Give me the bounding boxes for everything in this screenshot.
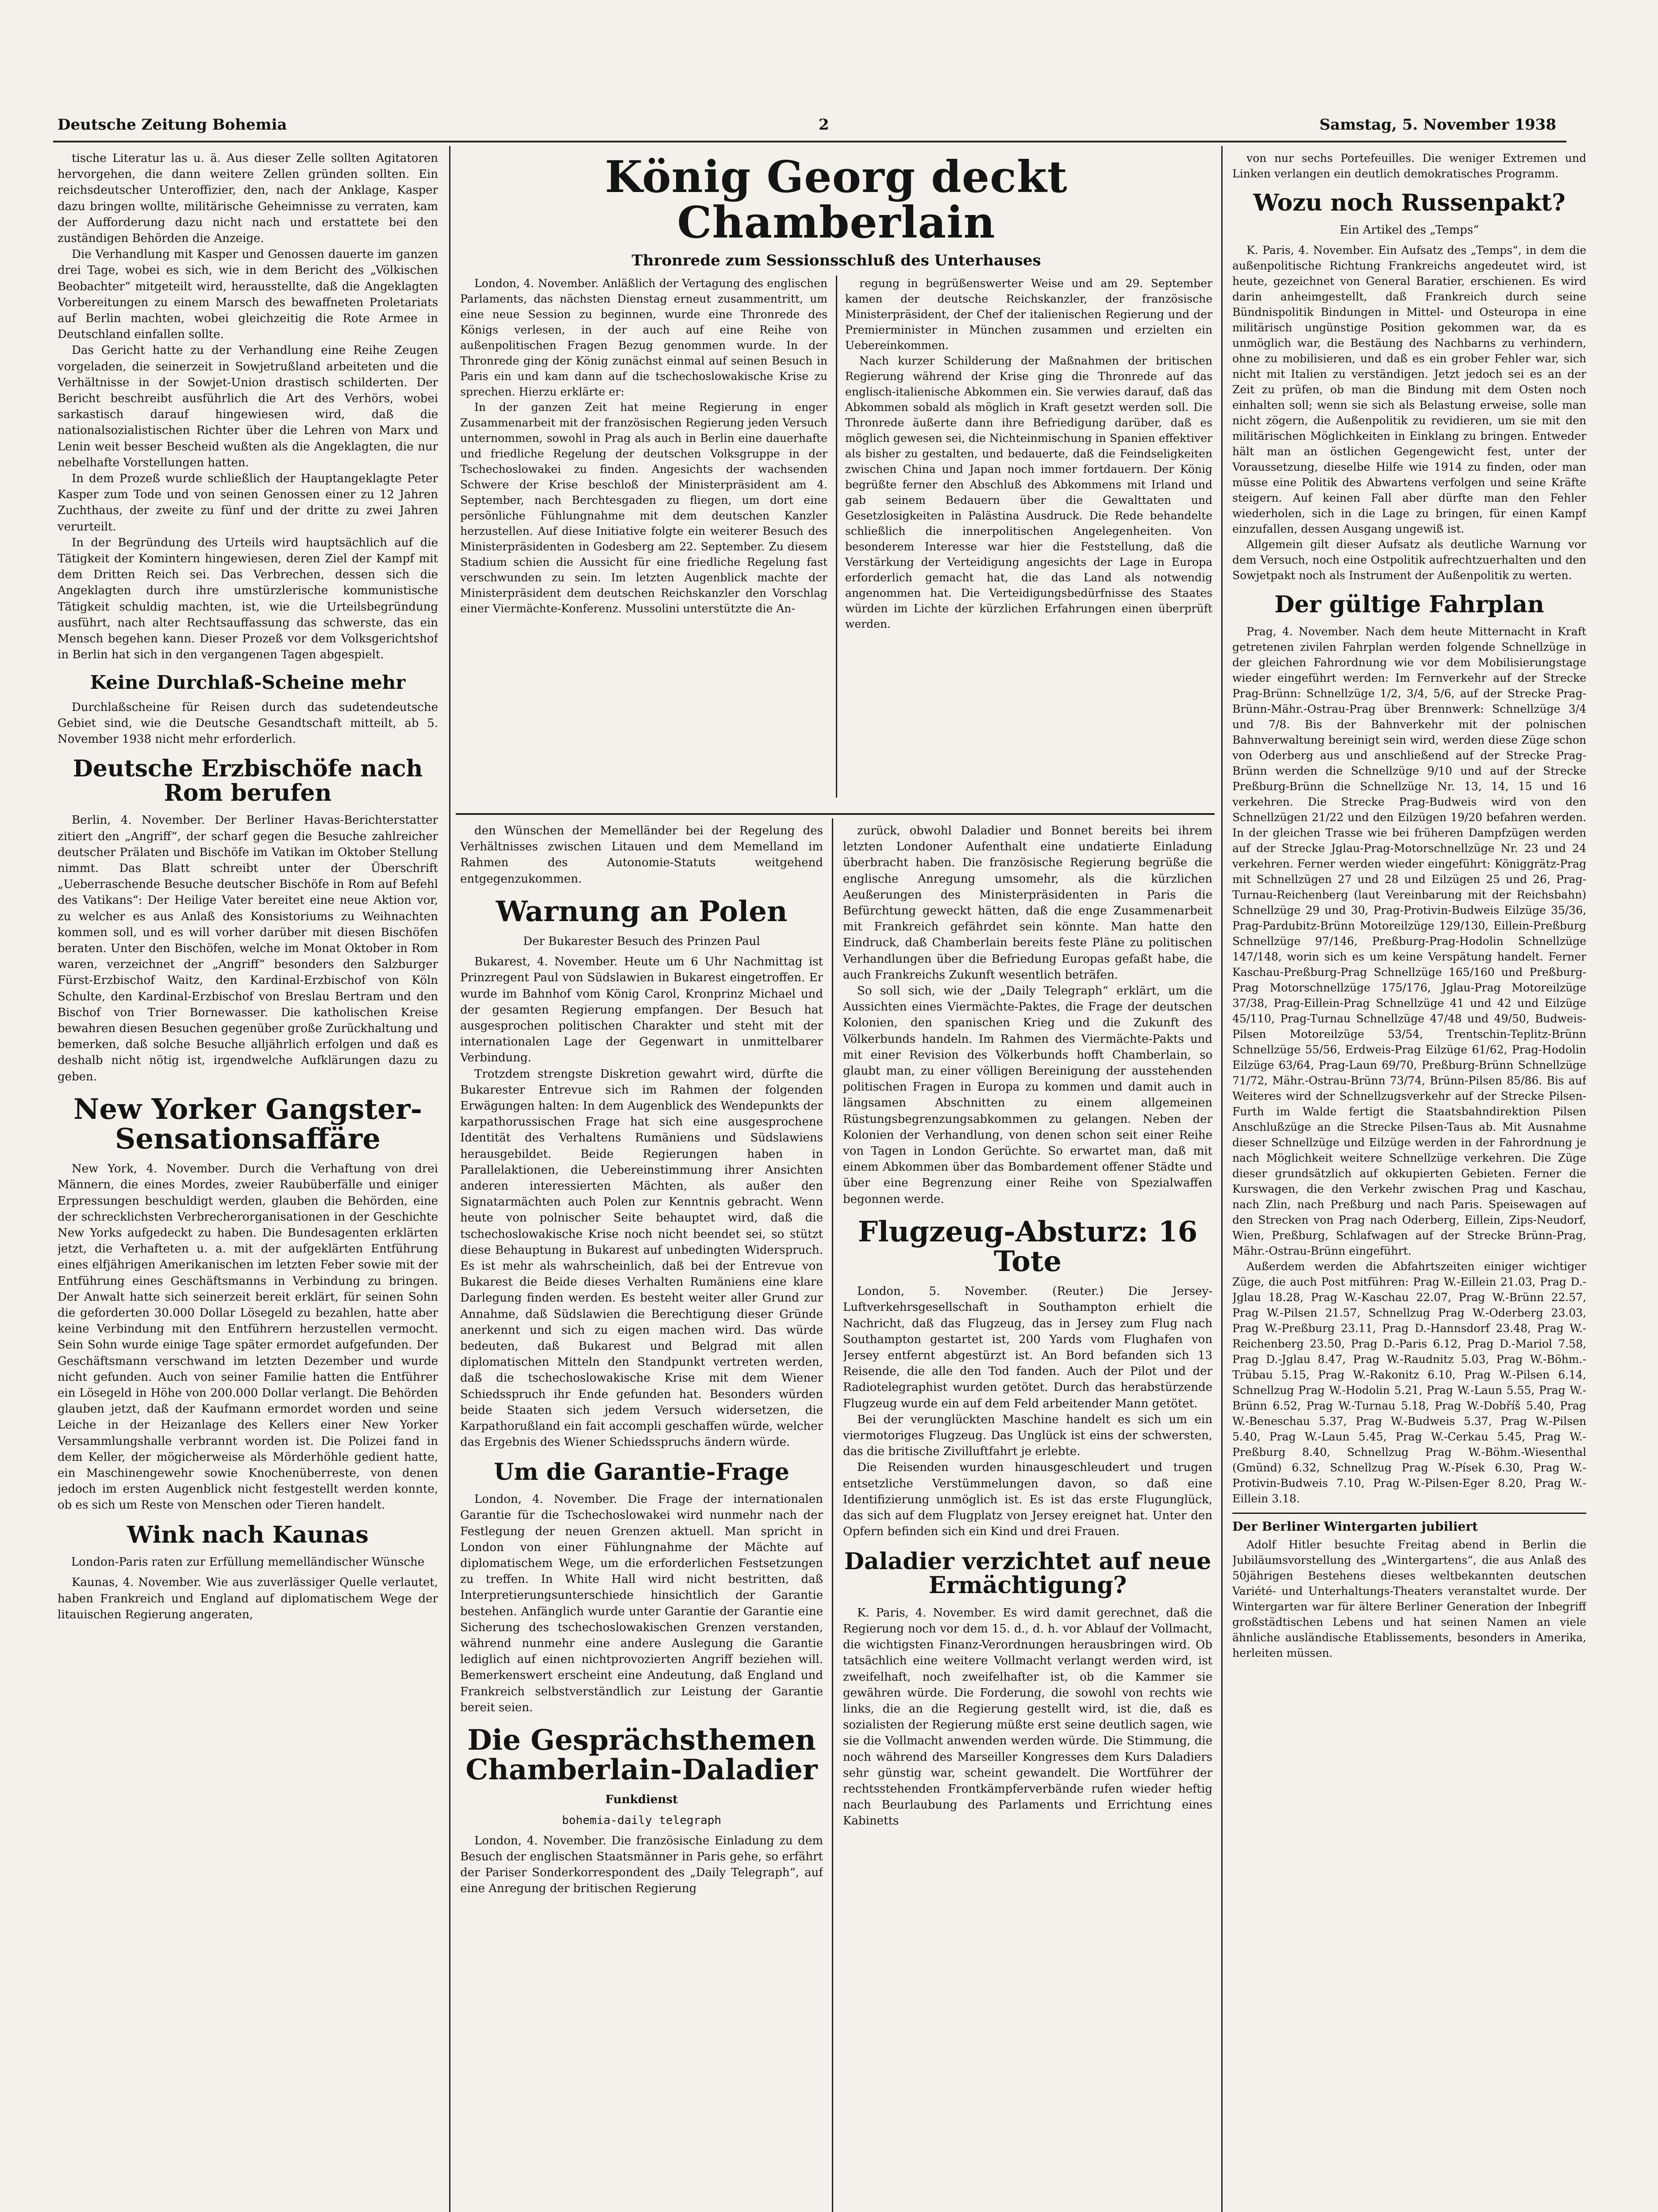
top-story-rule <box>456 813 1215 815</box>
article-paragraph: Kaunas, 4. November. Wie aus zuverlässiger Quelle verlautet, haben Frankreich und England auf diplomatischem Wege der litauischen Regierung angeraten, <box>58 1576 438 1621</box>
headline-russenpakt: Wozu noch Russenpakt? <box>1253 189 1566 216</box>
article-paragraph: Adolf Hitler besuchte Freitag abend in Berlin die Jubiläumsvorstellung des „Wintergartens“, die aus Anlaß des 50jährigen Bestehens dieses weltbekannten deutschen Variété- und Unterhaltungs-Theaters veranstaltet wurde. Der Wintergarten war für ältere Berliner Generation der Inbegriff großstädtischen Lebens und hat seinen Namen an viele ähnliche ausländische Etablissements, besonders in Amerika, herleiten müssen. <box>1232 1538 1586 1659</box>
headline-fahrplan: Der gültige Fahrplan <box>1274 591 1544 618</box>
article-paragraph: regung in begrüßenswerter Weise und am 29. September kamen der deutsche Reichskanzler, der französische Ministerpräsident, der Chef der italienischen Regierung und der Premierminister in München zusammen und erzielten ein Uebereinkommen. <box>845 276 1212 352</box>
column-rule-2 <box>832 818 833 2212</box>
column-4 <box>1232 150 1586 2212</box>
article-paragraph: London, 5. November. (Reuter.) Die Jersey-Luftverkehrsgesellschaft in Southampton erhielt die Nachricht, daß das Flugzeug, das in Jersey zum Flug nach Southampton gestartet ist, 200 Yards vom Flughafen von Jersey entfernt abgestürzt ist. An Bord befanden sich 13 Reisende, die alle den Tod fanden. Auch der Pilot und der Radiotelegraphist wurden getötet. Durch das herabstürzende Flugzeug wurde ein auf dem Feld arbeitender Mann getötet. <box>843 1285 1212 1410</box>
masthead-date: Samstag, 5. November 1938 <box>1319 116 1556 134</box>
top-story <box>460 150 1212 810</box>
article-paragraph: Außerdem werden die Abfahrtszeiten einiger wichtiger Züge, die auch Post mitführen: Prag W.-Eillein 21.03, Prag D.-Jglau 18.28, Prag W.-Kaschau 22.07, Prag W.-Brünn 22.57, Prag W.-Pilsen 21.57, Schnellzug Prag W.-Oderberg 23.03, Prag W.-Preßburg 23.11, Prag D.-Hannsdorf 23.48, Prag W.-Reichenberg 23.50, Prag D.-Paris 6.12, Prag D.-Mariol 7.58, Prag D.-Jglau 8.47, Prag W.-Raudnitz 5.03, Prag W.-Böhm.-Trübau 5.15, Prag W.-Rakonitz 6.10, Prag W.-Pilsen 6.14, Schnellzug Prag W.-Hodolin 5.21, Prag W.-Laun 5.55, Prag W.-Brünn 6.52, Prag W.-Turnau 5.18, Prag W.-Dobříš 5.40, Prag W.-Beneschau 5.37, Prag W.-Budweis 5.37, Prag W.-Pilsen 5.40, Prag W.-Laun 5.45, Prag W.-Cerkau 5.45, Prag W.-Preßburg 8.40, Schnellzug Prag W.-Böhm.-Wiesenthal (Gmünd) 6.32, Schnellzug Prag W.-Písek 6.30, Prag W.-Protivin-Budweis 7.10, Prag W.-Pilsen-Eger 8.20, Prag W.-Eillein 3.18. <box>1232 1260 1586 1505</box>
headline-erzbischoefe: Deutsche Erzbischöfe nach Rom berufen <box>73 755 423 806</box>
article-paragraph: K. Paris, 4. November. Ein Aufsatz des „Temps“, in dem die außenpolitische Richtung Frankreichs angedeutet wird, ist heute, gezeichnet von General Baratier, erschienen. Es wird darin anheimgestellt, daß Frankreich durch seine Bündnispolitik Bindungen in Mittel- und Osteuropa in eine militärisch ungünstige Position gekommen war, da es unmöglich war, die Bestäung des Nachbarns zu verhindern, ohne zu mobilisieren, und daß es ein grober Fehler war, sich nicht mit Italien zu verständigen. Jetzt jedoch sei es an der Zeit zu prüfen, ob man die Bindung mit dem Osten noch einhalten soll; wenn sie sich als Belastung erweise, solle man nicht zögern, die Außenpolitik zu revidieren, um sie mit den militärischen Möglichkeiten in Einklang zu bringen. Entweder hält man an östlichen Gegengewicht fest, unter der Voraussetzung, dieselbe Hilfe wie 1914 zu finden, oder man müsse eine Politik des Abwartens verfolgen und seine Kräfte steigern. Auf keinen Fall aber dürfte man den Fehler wiederholen, sich in die Lage zu bringen, für einen Kampf einzufallen, dessen Ausgang ungewiß ist. <box>1232 243 1586 535</box>
column-1 <box>58 150 438 2212</box>
article-paragraph: Das Gericht hatte zu der Verhandlung eine Reihe Zeugen vorgeladen, die seinerzeit in Sowjetrußland arbeiteten und die Verhältnisse in der Sowjet-Union drastisch schilderten. Der Bericht beschreibt ausführlich die Art des Verhörs, wobei sarkastisch darauf hingewiesen wird, daß die nationalsozialistischen Richter über die Lehren von Marx und Lenin weit besser Bescheid wußten als die Angeklagten, die nur nebelhafte Vorstellungen hatten. <box>58 344 438 469</box>
article-paragraph: Die Reisenden wurden hinausgeschleudert und trugen entsetzliche Verstümmelungen davon, so daß eine Identifizierung unmöglich ist. Es ist das erste Flugunglück, das sich auf dem Flugplatz von Jersey ereignet hat. Unter den Opfern befinden sich ein Kind und drei Frauen. <box>843 1461 1212 1539</box>
kicker-telegraph: bohemia-daily telegraph <box>562 1813 722 1827</box>
article-paragraph: von nur sechs Portefeuilles. Die weniger Extremen und Linken verlangen ein deutlich demokratisches Programm. <box>1232 152 1586 180</box>
article-paragraph: In der Begründung des Urteils wird hauptsächlich auf die Tätigkeit der Komintern hingewiesen, deren Ziel der Kampf mit dem Dritten Reich sei. Das Verbrechen, dessen sich die Angeklagten durch ihre umstürzlerische kommunistische Tätigkeit schuldig machten, ist, wie die Urteilsbegründung ausführt, nach alter Rechtsauffassung das schwerste, das ein Mensch begehen kann. Dieser Prozeß vor dem Volksgerichtshof in Berlin hat sich in den vergangenen Tagen abgespielt. <box>58 536 438 662</box>
article-paragraph: In der ganzen Zeit hat meine Regierung in enger Zusammenarbeit mit der französischen Regierung jeden Versuch unternommen, sowohl in Prag als auch in Berlin eine dauerhafte und friedliche Regelung der deutschen Volksgruppe in der Tschechoslowakei zu finden. Angesichts der wachsenden Schwere der Krise beschloß der Ministerpräsident am 4. September, nach Berchtesgaden zu fliegen, um dort eine persönliche Fühlungnahme mit dem deutschen Kanzler herzustellen. Auf diese Initiative folgte ein weiterer Besuch des Ministerpräsidenten in Godesberg am 22. September. Zu diesem Stadium schien die Aussicht für eine friedliche Regelung fast verschwunden zu sein. Im letzten Augenblick machte der Ministerpräsident dem deutschen Reichskanzler den Vorschlag einer Viermächte-Konferenz. Mussolini unterstützte die An- <box>460 400 827 615</box>
column-rule-1 <box>449 146 450 2212</box>
article-paragraph: London, 4. November. Anläßlich der Vertagung des englischen Parlaments, das nächsten Dienstag erneut zusammentritt, um eine neue Session zu beginnen, wurde eine Thronrede des Königs verlesen, in der auch auf eine Reihe von außenpolitischen Fragen Bezug genommen wurde. In der Thronrede ging der König zunächst einmal auf seinen Besuch in Paris ein und kam dann auf die tschechoslowakische Krise zu sprechen. Hierzu erklärte er: <box>460 276 827 398</box>
subheadline-kaunas: London-Paris raten zur Erfüllung memelländischer Wünsche <box>71 1555 425 1569</box>
headline-koenig-georg: König Georg deckt Chamberlain <box>605 152 1068 248</box>
section-divider <box>1232 1513 1586 1514</box>
article-paragraph: Allgemein gilt dieser Aufsatz als deutliche Warnung vor dem Versuch, noch eine Ostpolitik aufrechtzuerhalten und den Sowjetpakt noch als Instrument der Außenpolitik zu werten. <box>1232 538 1586 582</box>
headline-durchlass: Keine Durchlaß-Scheine mehr <box>90 671 406 693</box>
article-paragraph: New York, 4. November. Durch die Verhaftung von drei Männern, die eines Mordes, zweier Raubüberfälle und einiger Erpressungen beschuldigt werden, glauben die Behörden, eine der schrecklichsten Verbrecherorganisationen in der Geschichte New Yorks aufgedeckt zu haben. Die Bundesagenten erklärten jetzt, die Verhafteten u. a. mit der aufgeklärten Entführung eines elfjährigen Amerikanischen im letzten Feber sowie mit der Entführung eines Geschäftsmanns in Verbindung zu bringen. Der Anwalt hatte sich seinerzeit bereit erklärt, für seinen Sohn die geforderten 30.000 Dollar Lösegeld zu bezahlen, hatte aber keine Verbindung mit den Entführern herzustellen vermocht. Sein Sohn wurde einige Tage später ermordet aufgefunden. Der Geschäftsmann verschwand im letzten Dezember und wurde nicht gefunden. Auch von seiner Familie hatten die Entführer ein Lösegeld in Höhe von 200.000 Dollar verlangt. Die Behörden glauben jetzt, daß der Kaufmann ermordet worden und seine Leiche in der Heizanlage des Kellers einer New Yorker Versammlungshalle verbrannt worden ist. Die Polizei fand in dem Keller, der mögicherweise als Mörderhöhle gedient hatte, ein Maschinengewehr sowie Knochenüberreste, von denen jedoch im ersten Augenblick nicht festgestellt werden konnte, ob es sich um Reste von Menschen oder Tieren handelt. <box>58 1162 438 1512</box>
headline-kaunas: Wink nach Kaunas <box>127 1521 369 1548</box>
article-paragraph: Nach kurzer Schilderung der Maßnahmen der britischen Regierung während der Krise ging die Thronrede auf das englisch-italienische Abkommen ein. Sie verwies darauf, daß das Abkommen sobald als möglich in Kraft gesetzt werden soll. Die Thronrede äußerte dann ihre Befriedigung darüber, daß es möglich gewesen sei, die Nichteinmischung in Spanien effektiver als bisher zu gestalten, und bedauerte, daß die Feindseligkeiten zwischen China und Japan noch immer fortdauern. Der König begrüßte ferner den Abschluß des Abkommens mit Irland und gab seinem Bedauern über die Gewalttaten und Gesetzlosigkeiten in Palästina Ausdruck. Die Rede behandelte schließlich die innerpolitischen Angelegenheiten. Von besonderem Interesse war hier die Feststellung, daß die Verstärkung der Verteidigung angesichts der Lage in Europa erforderlich gemacht hat, die das Land als notwendig angenommen hat. Die Verteidigungsbedürfnisse des Staates würden im Lichte der kürzlichen Erfahrungen einen überprüft werden. <box>845 354 1212 630</box>
masthead-title: Deutsche Zeitung Bohemia <box>58 116 287 134</box>
subheadline-bukarest: Der Bukarester Besuch des Prinzen Paul <box>523 935 760 948</box>
headline-warnung-polen: Warnung an Polen <box>496 895 788 928</box>
subheadline-temps: Ein Artikel des „Temps“ <box>1339 223 1479 237</box>
article-paragraph: zurück, obwohl Daladier und Bonnet bereits bei ihrem letzten Londoner Aufenthalt eine undatierte Einladung überbracht haben. Die französische Regierung begrüße die englische Anregung umsomehr, als die kürzlichen Aeußerungen des Ministerpräsidenten in Paris die Befürchtung geweckt hätten, daß die enge Zusammenarbeit mit Frankreich gefährdet sein könnte. Man hatte den Eindruck, daß Chamberlain bereits feste Pläne zu politischen Verhandlungen über die Befriedung Europas gefaßt habe, die auch Frankreichs Zukunft wesentlich beträfen. <box>843 824 1212 982</box>
page-number: 2 <box>819 116 829 134</box>
subheadline-thronrede: Thronrede zum Sessionsschluß des Unterhauses <box>631 251 1041 269</box>
article-paragraph: tische Literatur las u. ä. Aus dieser Zelle sollten Agitatoren hervorgehen, die dann weitere Zellen gründen sollten. Ein reichsdeutscher Unteroffizier, den, nach der Anklage, Kasper dazu bringen wollte, militärische Geheimnisse zu verraten, kam der Aufforderung dazu nicht nach und erstattete bei den zuständigen Behörden die Anzeige. <box>58 152 438 246</box>
article-paragraph: Bukarest, 4. November. Heute um 6 Uhr Nachmittag ist Prinzregent Paul von Südslawien in Bukarest eingetroffen. Er wurde im Bahnhof vom König Carol, Kronprinz Michael und der gesamten Regierung empfangen. Der Besuch hat ausgesprochen politischen Charakter und steht mit der internationalen Lage der Gegenwart in unmittelbarer Verbindung. <box>460 955 823 1065</box>
article-paragraph: Bei der verunglückten Maschine handelt es sich um ein viermotoriges Flugzeug. Das Unglück ist eins der schwersten, das die britische Zivilluftfahrt je erlebte. <box>843 1413 1212 1459</box>
headline-gespraechsthemen: Die Gesprächsthemen Chamberlain-Daladier <box>465 1723 818 1787</box>
article-paragraph: Durchlaßscheine für Reisen durch das sudetendeutsche Gebiet sind, wie die Deutsche Gesandtschaft mitteilt, ab 5. November 1938 nicht mehr erforderlich. <box>58 700 438 746</box>
article-paragraph: So soll sich, wie der „Daily Telegraph“ erklärt, um die Aussichten eines Viermächte-Paktes, die Frage der deutschen Kolonien, den spanischen Krieg und die Zukunft des Völkerbunds handeln. Im Rahmen des Viermächte-Pakts und mit einer Revision des Völkerbunds hofft Chamberlain, so glaubt man, zu einer völligen Bereinigung der ausstehenden politischen Fragen in Europa zu kommen und damit auch in längsamen Abschnitten zu einem allgemeinen Rüstungsbegrenzungsabkommen zu gelangen. Neben der Kolonien der Verhandlung, von denen schon seit einer Reihe von Tagen in London Gerüchte. So erwartet man, daß mit einem Abkommen über das Bombardement offener Städte und über eine Begrenzung einer Reihe von Spezialwaffen begonnen werde. <box>843 984 1212 1206</box>
column-2 <box>460 823 823 2212</box>
headline-flugzeug-absturz: Flugzeug-Absturz: 16 Tote <box>858 1215 1198 1279</box>
article-paragraph: K. Paris, 4. November. Es wird damit gerechnet, daß die Regierung noch vor dem 15. d., d. h. vor Ablauf der Vollmacht, die wichtigsten Finanz-Verordnungen herausbringen wird. Ob tatsächlich eine weitere Vollmacht verlangt werden wird, ist zweifelhaft, noch zweifelhafter ist, ob die Kammer sie gewähren würde. Die Forderung, die sowohl von rechts wie links, die an die Regierung gestellt wird, ist die, daß es sozialisten der Regierung müßte erst seine deutlich sagen, wie sie die Vollmacht anwenden werden würde. Die Stimmung, die noch während des Marseiller Kongresses dem Kurs Daladiers sehr günstig war, scheint gewandelt. Die Wortführer der rechtsstehenden Frontkämpferverbände rufen wieder heftig nach Beurlaubung des Parlaments und Errichtung eines Kabinetts <box>843 1606 1212 1828</box>
headline-gangster: New Yorker Gangster-Sensationsaffäre <box>73 1092 423 1156</box>
column-rule-3 <box>1221 146 1223 2212</box>
article-paragraph: den Wünschen der Memelländer bei der Regelung des Verhältnisses zwischen Litauen und dem Memelland im Rahmen des Autonomie-Statuts weitgehend entgegenzukommen. <box>460 824 823 886</box>
article-paragraph: Prag, 4. November. Nach dem heute Mitternacht in Kraft getretenen zivilen Fahrplan werden folgende Schnellzüge in der gleichen Fahrordnung wie vor dem Mobilisierungstage wieder eingeführt werden: Im Fernverkehr auf der Strecke Prag-Brünn: Schnellzüge 1/2, 3/4, 5/6, auf der Strecke Prag-Brünn-Mähr.-Ostrau-Prag über Brennwerk: Schnellzüge 3/4 und 7/8. Bis der Bahnverkehr mit der polnischen Bahnverwaltung bereinigt sein wird, werden diese Züge schon von Oderberg aus und anschließend auf der Strecke Prag-Brünn werden die Schnellzüge 9/10 und auf der Strecke Preßburg-Brünn die Schnellzüge Nr. 13, 14, 15 und 16 verkehren. Die Strecke Prag-Budweis wird von den Schnellzügen 21/22 und den Eilzügen 19/20 befahren werden. In der gleichen Trasse wie bei früheren Dampfzügen werden auf der Strecke Jglau-Prag-Motorschnellzüge Nr. 23 und 24 verkehren. Ferner werden wieder eingeführt: Königgrätz-Prag mit Schnellzügen 27 und 28 und Eilzügen 25 und 26, Prag-Turnau-Reichenberg (laut Vereinbarung mit der Reichsbahn) Schnellzüge 29 und 30, Prag-Protivin-Budweis Eilzüge 35/36, Prag-Pardubitz-Brünn Motoreilzüge 129/130, Eillein-Preßburg Schnellzüge 97/146, Preßburg-Prag-Hodolin Schnellzüge 147/148, worin sich es um keine Verspätung handelt. Ferner Kaschau-Preßburg-Prag Schnellzüge 165/160 und Preßburg-Prag Motorschnellzüge 175/176, Jglau-Prag Motoreilzüge 37/38, Prag-Eillein-Prag Schnellzüge 41 und 42 und Eilzüge 45/110, Prag-Turnau Schnellzüge 47/48 und 49/50, Budweis-Pilsen Motoreilzüge 53/54, Trentschin-Teplitz-Brünn Schnellzüge 55/56, Erdweis-Prag Eilzüge 61/62, Prag-Hodolin Eilzüge 63/64, Prag-Laun 69/70, Preßburg-Brünn Schnellzüge 71/72, Mähr.-Ostrau-Brünn 73/74, Brünn-Pilsen 85/86. Bis auf Weiteres wird der Schnellzugsverkehr auf der Strecke Pilsen-Furth im Walde fertigt die Staatsbahndirektion Pilsen Anschlußzüge an die Strecke Pilsen-Taus ab. Mit Ausnahme dieser Schnellzüge und Eilzüge werden in der Fahrordnung je nach Möglichkeit weitere Schnellzüge verkehren. Die Züge dieser grundsätzlich auf okkupierten Gebieten. Ferner die Kurswagen, die den Verkehr zwischen Prag und Kaschau, nach Zlin, nach Preßburg und nach Paris. Speisewagen auf den Strecken von Prag nach Oderberg, Eillein, Zips-Neudorf, Wien, Preßburg, Schlafwagen auf der Strecke Brünn-Prag, Mähr.-Ostrau-Brünn eingeführt. <box>1232 625 1586 1258</box>
article-paragraph: London, 4. November. Die französische Einladung zu dem Besuch der englischen Staatsmänner in Paris gehe, so erfährt der Pariser Sonderkorrespondent des „Daily Telegraph“, auf eine Anregung der britischen Regierung <box>460 1834 823 1896</box>
top-story-body <box>460 276 1212 798</box>
kicker-funkdienst: Funkdienst <box>605 1793 678 1807</box>
article-paragraph: London, 4. November. Die Frage der internationalen Garantie für die Tschechoslowakei wird nunmehr nach der Festlegung der neuen Grenzen aktuell. Man spricht in London von einer Fühlungnahme der Mächte auf diplomatischem Wege, um die erforderlichen Festsetzungen zu treffen. In White Hall wird nicht bestritten, daß Interpretierungsunterschiede hinsichtlich der Garantie bestehen. Anfänglich wurde unter Garantie der Garantie eine Sicherung des tschechoslowakischen Grenzen verstanden, während nunmehr eine andere Auslegung die Garantie lediglich auf einen nichtprovozierten Angriff beziehen will. Bemerkenswert erscheint eine Andeutung, daß England und Frankreich selbstverständlich zur Leistung der Garantie bereit seien. <box>460 1493 823 1714</box>
headline-garantie: Um die Garantie-Frage <box>494 1458 789 1486</box>
article-paragraph: Berlin, 4. November. Der Berliner Havas-Berichterstatter zitiert den „Angriff“, der scharf gegen die Besuche zahlreicher deutscher Prälaten und Bischöfe im Vatikan im Oktober Stellung nimmt. Das Blatt schreibt unter der Überschrift „Ueberraschende Besuche deutscher Bischöfe in Rom auf Befehl des Vatikans“: Der Heilige Vater bereitet eine neue Aktion vor, zu welcher es aus Anlaß des Konsistoriums zu Weihnachten kommen soll, und es will vorher darüber mit diesen Bischöfen beraten. Unter den Bischöfen, welche im Monat Oktober in Rom waren, verzeichnet der „Angriff“ besonders den Salzburger Fürst-Erzbischof Waitz, den Kardinal-Erzbischof von Köln Schulte, den Kardinal-Erzbischof von Breslau Bertram und den Bischof von Trier Bornewasser. Die katholischen Kreise bewahren diesen Besuchen gegenüber große Zurückhaltung und bemerken, daß solche Besuche alljährlich erfolgen und daß es deshalb nicht nötig ist, irgendwelche Aufklärungen dazu zu geben. <box>58 814 438 1083</box>
article-paragraph: Trotzdem strengste Diskretion gewahrt wird, dürfte die Bukarester Entrevue sich im Rahmen der folgenden Erwägungen halten: In dem Augenblick des Wendepunkts der karpathorussischen Frage hat sich eine ausgesprochene Identität des Verhaltens Rumäniens und Südslawiens herausgebildet. Beide Regierungen haben in Parallelaktionen, die Uebereinstimmung ihrer Ansichten anderen interessierten Mächten, als außer den Signatarmächten auch Polen zur Kenntnis gebracht. Wenn heute von polnischer Seite behauptet wird, daß die tschechoslowakische Krise noch nicht beendet sei, so stützt diese Behauptung in Bukarest auf unbedingten Widerspruch. Es ist mehr als wahrscheinlich, daß bei der Entrevue von Bukarest die Beide dieses Verhalten Rumäniens eine klare Darlegung finden werden. Es besteht weiter aller Grund zur Annahme, daß Südslawien die Berechtigung dieser Gründe anerkennt und sich zu eigen machen wird. Das würde bedeuten, daß Bukarest und Belgrad mit allen diplomatischen Mitteln den Standpunkt vertreten werden, daß die tschechoslowakische Krise mit dem Wiener Schiedsspruch ihr Ende gefunden hat. Besonders würden beide Staaten sich jedem Versuch widersetzen, die Karpathorußland ein fait accompli geschaffen würde, welcher das Ergebnis des Wiener Schiedsspruchs ändern würde. <box>460 1067 823 1449</box>
article-paragraph: Die Verhandlung mit Kasper und Genossen dauerte im ganzen drei Tage, wobei es sich, wie in dem Bericht des „Völkischen Beobachter“ mitgeteilt wird, herausstellte, daß die Angeklagten Vorbereitungen zu einem Marsch des bewaffneten Proletariats auf Berlin machten, wobei gleichzeitig die Rote Armee in Deutschland einfallen sollte. <box>58 248 438 342</box>
column-3 <box>843 823 1212 2212</box>
headline-wintergarten: Der Berliner Wintergarten jubiliert <box>1232 1519 1478 1534</box>
masthead-rule <box>53 141 1566 142</box>
article-paragraph: In dem Prozeß wurde schließlich der Hauptangeklagte Peter Kasper zum Tode und von seinen Genossen einer zu 12 Jahren Zuchthaus, der zweite zu fünf und der dritte zu zwei Jahren verurteilt. <box>58 472 438 534</box>
headline-daladier: Daladier verzichtet auf neue Ermächtigung? <box>844 1548 1212 1599</box>
